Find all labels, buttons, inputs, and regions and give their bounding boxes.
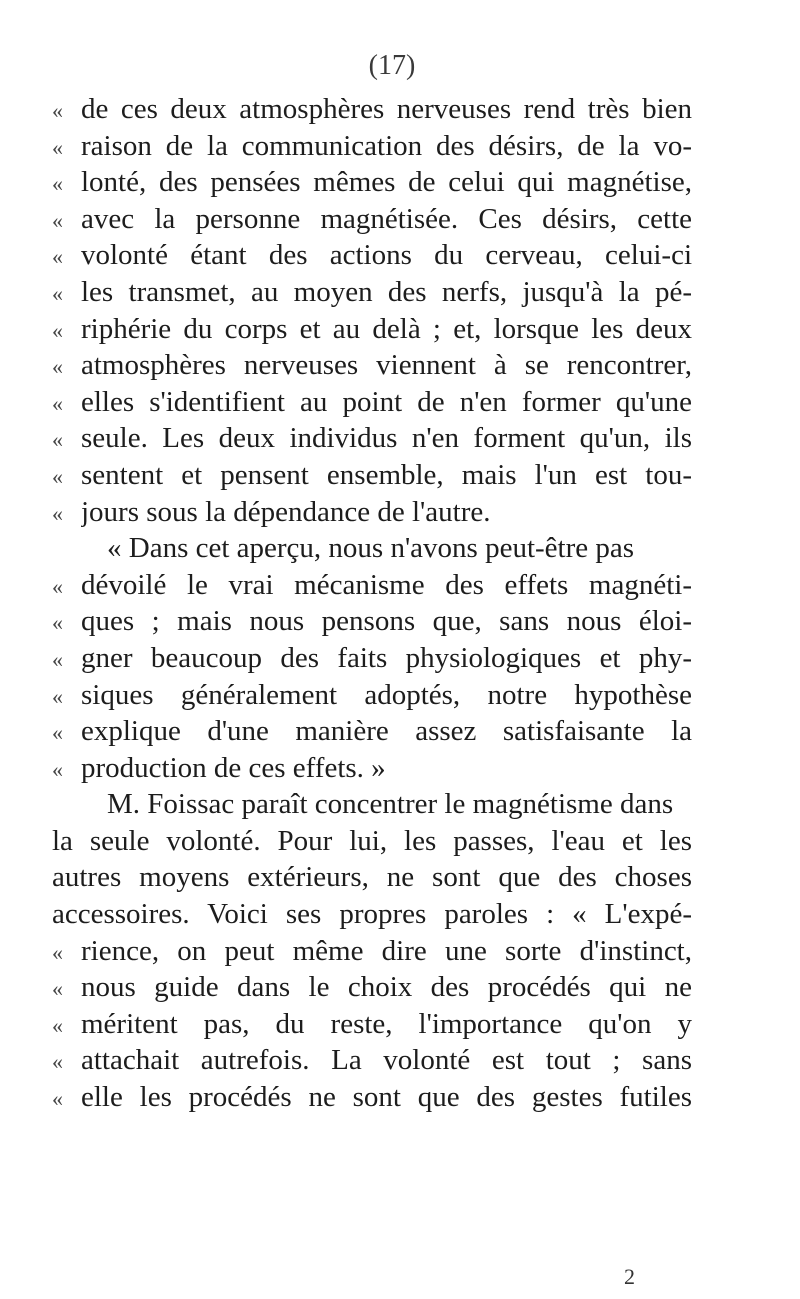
line-text: avec la personne magnétisée. Ces désirs, cette <box>81 202 692 235</box>
quote-marker: « <box>52 500 63 526</box>
signature-mark: 2 <box>624 1264 635 1289</box>
line-text: elles s'identifient au point de n'en former qu'une <box>81 385 692 418</box>
quote-marker: « <box>52 646 63 672</box>
line-text: attachait autrefois. La volonté est tout ; sans <box>81 1044 692 1077</box>
line-text: de ces deux atmosphères nerveuses rend très bien <box>81 93 692 125</box>
quote-marker: « <box>52 390 63 416</box>
text-line <box>52 237 692 274</box>
text-line <box>52 713 692 750</box>
line-text: explique d'une manière assez satisfaisante la <box>81 715 692 748</box>
text-line <box>52 969 692 1006</box>
quote-marker: « <box>52 756 63 782</box>
quote-marker: « <box>52 720 63 746</box>
text-line <box>52 933 692 970</box>
line-text: volonté étant des actions du cerveau, celui-ci <box>81 239 692 272</box>
text-line <box>52 1079 692 1116</box>
line-text: elle les procédés ne sont que des gestes futiles <box>81 1081 692 1114</box>
line-text: lonté, des pensées mêmes de celui qui magnétise, <box>81 166 692 199</box>
text-line <box>52 457 692 494</box>
text-line <box>52 347 692 384</box>
quote-marker: « <box>52 427 63 453</box>
text-line <box>52 786 692 823</box>
quote-marker: « <box>52 1049 63 1075</box>
line-text: riphérie du corps et au delà ; et, lorsque les deux <box>81 312 692 345</box>
line-text: gner beaucoup des faits physiologiques et phy- <box>81 641 692 674</box>
line-text: M. Foissac paraît concentrer le magnétisme dans <box>107 788 674 821</box>
text-line <box>52 603 692 640</box>
text-line <box>52 750 692 787</box>
line-text: raison de la communication des désirs, de la vo- <box>81 129 692 162</box>
text-line <box>52 201 692 238</box>
quote-marker: « <box>52 317 63 343</box>
quote-marker: « <box>52 610 63 636</box>
quote-marker: « <box>52 976 63 1002</box>
text-line <box>52 640 692 677</box>
quote-marker: « <box>52 354 63 380</box>
line-text: atmosphères nerveuses viennent à se rencontrer, <box>81 349 692 382</box>
text-line <box>52 677 692 714</box>
line-text: siques généralement adoptés, notre hypothèse <box>81 678 692 711</box>
line-text: accessoires. Voici ses propres paroles : « L'expé- <box>52 898 692 931</box>
text-line <box>52 494 692 531</box>
line-text: ques ; mais nous pensons que, sans nous éloi- <box>81 605 692 638</box>
text-line <box>52 274 692 311</box>
quote-marker: « <box>52 98 63 123</box>
line-text: dévoilé le vrai mécanisme des effets magnéti- <box>81 568 692 601</box>
body-text <box>52 91 692 1116</box>
line-text: nous guide dans le choix des procédés qui ne <box>81 971 692 1004</box>
text-line <box>52 1042 692 1079</box>
quote-marker: « <box>52 280 63 306</box>
line-text: rience, on peut même dire une sorte d'instinct, <box>81 934 692 967</box>
quote-marker: « <box>52 171 63 197</box>
line-text: seule. Les deux individus n'en forment qu'un, ils <box>81 422 692 455</box>
quote-marker: « <box>52 1012 63 1038</box>
text-line <box>52 384 692 421</box>
line-text: production de ces effets. » <box>81 751 386 784</box>
line-text: « Dans cet aperçu, nous n'avons peut-être pas <box>107 532 635 565</box>
quote-marker: « <box>52 463 63 489</box>
text-line <box>52 896 692 933</box>
text-line <box>52 420 692 457</box>
text-line <box>52 530 692 567</box>
quote-marker: « <box>52 939 63 965</box>
quote-marker: « <box>52 244 63 270</box>
text-line <box>52 311 692 348</box>
line-text: sentent et pensent ensemble, mais l'un est tou- <box>81 458 692 491</box>
quote-marker: « <box>52 134 63 160</box>
page-number: (17) <box>368 50 416 81</box>
quote-marker: « <box>52 573 63 599</box>
quote-marker: « <box>52 207 63 233</box>
text-line <box>52 91 692 128</box>
line-text: méritent pas, du reste, l'importance qu'on y <box>81 1007 692 1040</box>
line-text: jours sous la dépendance de l'autre. <box>81 495 491 528</box>
quote-marker: « <box>52 683 63 709</box>
text-line <box>52 128 692 165</box>
text-line <box>52 1006 692 1043</box>
line-text: les transmet, au moyen des nerfs, jusqu'à la pé- <box>81 275 692 308</box>
text-line <box>52 823 692 860</box>
line-text: la seule volonté. Pour lui, les passes, l'eau et les <box>52 824 692 857</box>
quote-marker: « <box>52 1086 63 1112</box>
text-line <box>52 164 692 201</box>
text-line <box>52 567 692 604</box>
line-text: autres moyens extérieurs, ne sont que des choses <box>52 861 692 894</box>
text-line <box>52 859 692 896</box>
